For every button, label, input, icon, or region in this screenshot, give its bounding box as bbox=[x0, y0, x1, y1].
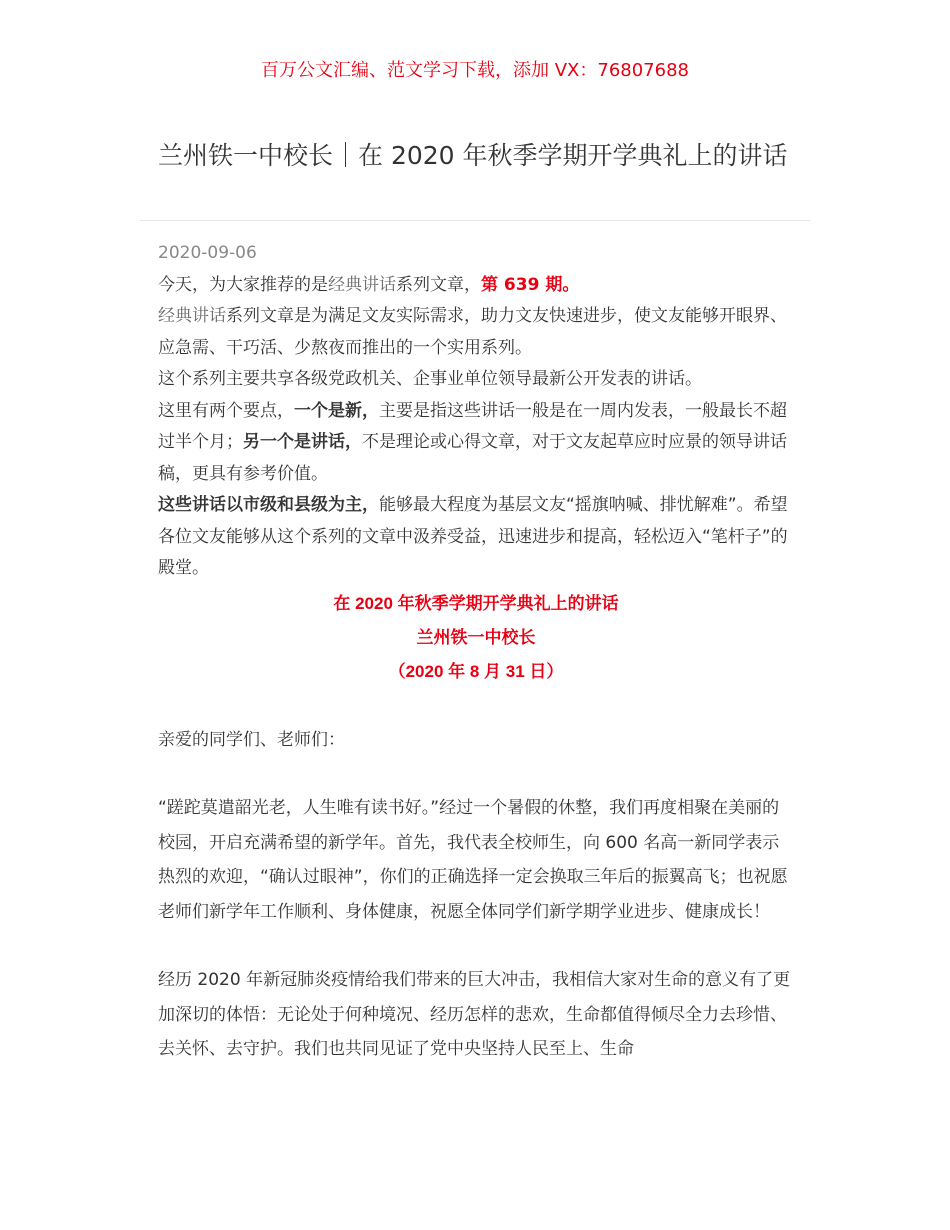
title-divider bbox=[140, 220, 810, 221]
speech-speaker: 兰州铁一中校长 bbox=[416, 627, 536, 647]
intro-text: 这里有两个要点， bbox=[158, 400, 294, 421]
intro-paragraph-5 bbox=[158, 490, 794, 585]
intro-text: 能够最大程度为基层文友“摇旗呐喊、排忧解难”。希望各位文友能够从这个系列的文章中汲养受益，迅速进步和提高，轻松迈入“笔杆子”的殿堂。 bbox=[158, 495, 788, 578]
intro-text: 系列文章是为满足文友实际需求，助力文友快速进步，使文友能够开眼界、应急需、干巧活、少熬夜而推出的一个实用系列。 bbox=[158, 306, 787, 358]
intro-text: 今天，为大家推荐的是 bbox=[158, 274, 328, 295]
series-name: 经典讲话 bbox=[328, 274, 396, 295]
spacer bbox=[158, 757, 794, 791]
spacer bbox=[158, 689, 794, 723]
speech-salutation: 亲爱的同学们、老师们： bbox=[158, 729, 345, 750]
intro-paragraph-4 bbox=[158, 396, 794, 491]
spacer bbox=[158, 929, 794, 963]
intro-paragraph-1 bbox=[158, 270, 794, 302]
speech-date: （2020 年 8 月 31 日） bbox=[388, 661, 564, 681]
intro-text: 主要是指这些讲话一般是在一周内发表，一般最长不超过半个月； bbox=[158, 400, 787, 452]
publish-date: 2020-09-06 bbox=[158, 243, 257, 263]
intro-paragraph-2 bbox=[158, 301, 794, 364]
intro-text: 不是理论或心得文章，对于文友起草应时应景的领导讲话稿，更具有参考价值。 bbox=[158, 432, 787, 484]
promo-banner: 百万公文汇编、范文学习下载，添加 VX：76807688 bbox=[261, 60, 689, 81]
intro-paragraph-3: 这个系列主要共享各级党政机关、企事业单位领导最新公开发表的讲话。 bbox=[158, 369, 702, 389]
intro-text: 系列文章， bbox=[396, 274, 481, 295]
key-point-speech: 另一个是讲话， bbox=[243, 432, 362, 452]
key-point-level: 这些讲话以市级和县级为主， bbox=[158, 495, 379, 515]
article-content bbox=[158, 238, 794, 1067]
series-name: 经典讲话 bbox=[158, 306, 226, 326]
speech-heading: 在 2020 年秋季学期开学典礼上的讲话 bbox=[333, 593, 619, 613]
speech-paragraph-2: 经历 2020 年新冠肺炎疫情给我们带来的巨大冲击，我相信大家对生命的意义有了更加深切的体悟：无论处于何种境况、经历怎样的悲欢，生命都值得倾尽全力去珍惜、去关怀、去守护。我们也共同见证了党中央坚持人民至上、生命 bbox=[158, 970, 791, 1059]
issue-number: 第 639 期。 bbox=[481, 274, 580, 295]
key-point-new: 一个是新， bbox=[294, 400, 379, 421]
article-title: 兰州铁一中校长｜在 2020 年秋季学期开学典礼上的讲话 bbox=[158, 141, 788, 170]
speech-paragraph-1: “蹉跎莫遣韶光老，人生唯有读书好。”经过一个暑假的休整，我们再度相聚在美丽的校园，开启充满希望的新学年。首先，我代表全校师生，向 600 名高一新同学表示热烈的欢迎，“确认过眼神”，你们的正确选择一定会换取三年后的振翼高飞；也祝愿老师们新学年工作顺利、身体健康，祝愿全体同学们新学期学业进步、健康成长！ bbox=[158, 798, 788, 922]
